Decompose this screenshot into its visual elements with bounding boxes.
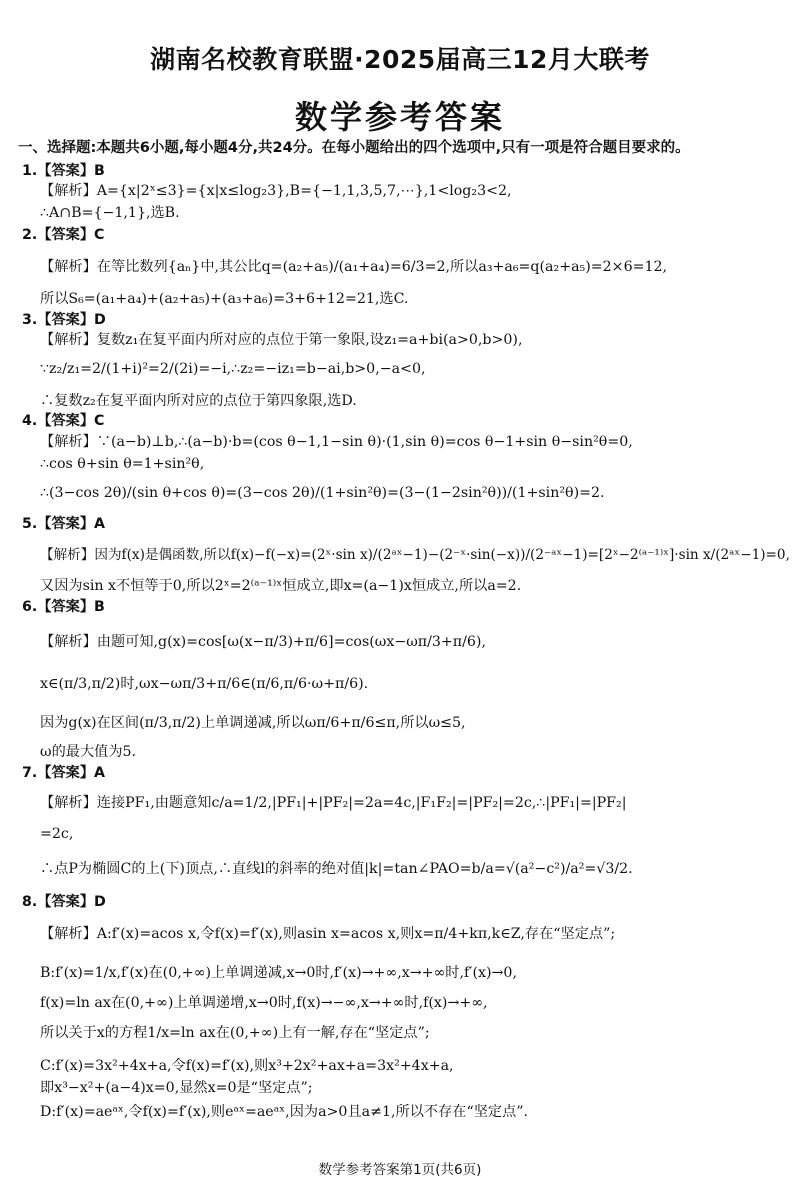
q8-solution: 所以关于x的方程1/x=ln ax在(0,+∞)上有一解,存在“坚定点”; [40,1025,430,1041]
q4-solution: ∴cos θ+sin θ=1+sin²θ, [40,456,205,472]
q3-answer: 3.【答案】D [22,312,106,328]
q6-solution: ω的最大值为5. [40,744,137,760]
page-footer: 数学参考答案第1页(共6页) [318,1162,482,1178]
q8-solution: C:f′(x)=3x²+4x+a,令f(x)=f′(x),则x³+2x²+ax+a=3x²+4x+a, [40,1058,454,1074]
q6-solution: x∈(π/3,π/2)时,ωx−ωπ/3+π/6∈(π/6,π/6·ω+π/6). [40,676,369,692]
q5-solution: 又因为sin x不恒等于0,所以2ˣ=2⁽ᵃ⁻¹⁾ˣ恒成立,即x=(a−1)x恒成立,所以a=2. [40,578,522,594]
q7-answer: 7.【答案】A [22,765,105,781]
q2-answer: 2.【答案】C [22,227,105,243]
q4-solution: ∴(3−cos 2θ)/(sin θ+cos θ)=(3−cos 2θ)/(1+sin²θ)=(3−(1−2sin²θ))/(1+sin²θ)=2. [40,485,605,501]
q1-solution: ∴A∩B={−1,1},选B. [40,205,180,221]
q3-solution: ∵z₂/z₁=2/(1+i)²=2/(2i)=−i,∴z₂=−iz₁=b−ai,b>0,−a<0, [40,361,426,377]
q8-solution: 即x³−x²+(a−4)x=0,显然x=0是“坚定点”; [40,1080,313,1096]
q8-solution: B:f′(x)=1/x,f′(x)在(0,+∞)上单调递减,x→0时,f′(x)→+∞,x→+∞时,f′(x)→0, [40,965,517,981]
q6-answer: 6.【答案】B [22,599,105,615]
q6-solution: 因为g(x)在区间(π/3,π/2)上单调递减,所以ωπ/6+π/6≤π,所以ω≤5, [40,715,466,731]
q5-answer: 5.【答案】A [22,516,105,532]
q7-solution: =2c, [40,826,74,842]
q3-solution: ∴复数z₂在复平面内所对应的点位于第四象限,选D. [40,393,357,409]
q7-solution: ∴点P为椭圆C的上(下)顶点,∴直线l的斜率的绝对值|k|=tan∠PAO=b/a=√(a²−c²)/a²=√3/2. [40,861,633,877]
q1-solution: 【解析】A={x|2ˣ≤3}={x|x≤log₂3},B={−1,1,3,5,7,⋯},1<log₂3<2, [40,183,512,199]
section-heading: 一、选择题:本题共6小题,每小题4分,共24分。在每小题给出的四个选项中,只有一项是符合题目要求的。 [18,140,690,156]
page-title: 数学参考答案 [294,98,505,136]
q8-answer: 8.【答案】D [22,894,106,910]
q8-solution: D:f′(x)=aeᵃˣ,令f(x)=f′(x),则eᵃˣ=aeᵃˣ,因为a>0且a≠1,所以不存在“坚定点”. [40,1104,529,1120]
q7-solution: 【解析】连接PF₁,由题意知c/a=1/2,|PF₁|+|PF₂|=2a=4c,|F₁F₂|=|PF₂|=2c,∴|PF₁|=|PF₂| [40,795,627,811]
q2-solution: 所以S₆=(a₁+a₄)+(a₂+a₅)+(a₃+a₆)=3+6+12=21,选C. [40,291,409,307]
q3-solution: 【解析】复数z₁在复平面内所对应的点位于第一象限,设z₁=a+bi(a>0,b>0), [40,332,523,348]
exam-title: 湖南名校教育联盟·2025届高三12月大联考 [150,45,650,74]
q5-solution: 【解析】因为f(x)是偶函数,所以f(x)−f(−x)=(2ˣ·sin x)/(2ᵃˣ−1)−(2⁻ˣ·sin(−x))/(2⁻ᵃˣ−1)=[2ˣ−2⁽ᵃ⁻¹⁾ˣ]·sin x/(2ᵃˣ−1)=0, [40,547,790,563]
q6-solution: 【解析】由题可知,g(x)=cos[ω(x−π/3)+π/6]=cos(ωx−ωπ/3+π/6), [40,634,486,650]
q4-answer: 4.【答案】C [22,413,105,429]
q4-solution: 【解析】∵(a−b)⊥b,∴(a−b)·b=(cos θ−1,1−sin θ)·(1,sin θ)=cos θ−1+sin θ−sin²θ=0, [40,434,633,450]
q2-solution: 【解析】在等比数列{aₙ}中,其公比q=(a₂+a₅)/(a₁+a₄)=6/3=2,所以a₃+a₆=q(a₂+a₅)=2×6=12, [40,259,668,275]
q8-solution: 【解析】A:f′(x)=acos x,令f(x)=f′(x),则asin x=acos x,则x=π/4+kπ,k∈Z,存在“坚定点”; [40,926,616,942]
q8-solution: f(x)=ln ax在(0,+∞)上单调递增,x→0时,f(x)→−∞,x→+∞时,f(x)→+∞, [40,995,488,1011]
q1-answer: 1.【答案】B [22,163,105,179]
